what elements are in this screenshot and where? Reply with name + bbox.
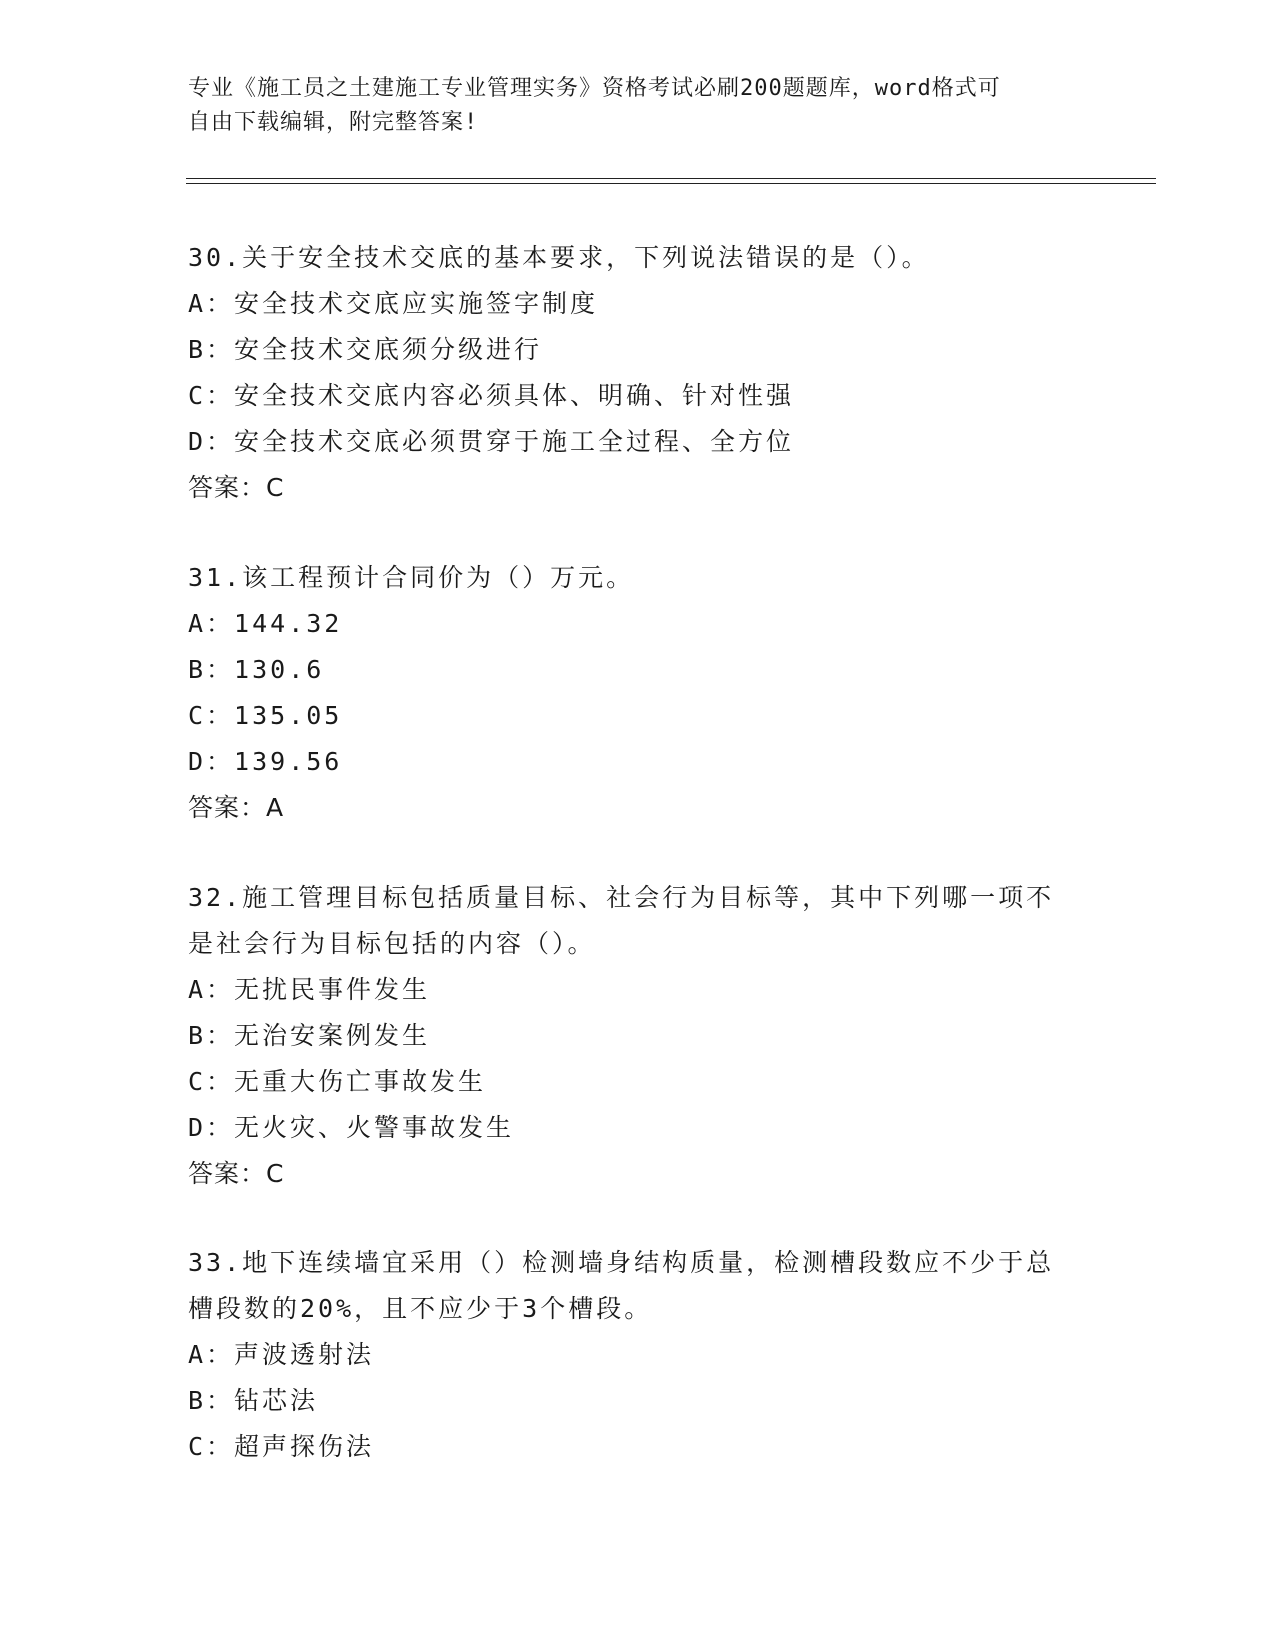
option-c: C：安全技术交底内容必须具体、明确、针对性强 [188, 381, 795, 410]
option-a: A：无扰民事件发生 [188, 975, 431, 1004]
option-c: C：无重大伤亡事故发生 [188, 1067, 487, 1096]
answer: 答案：A [188, 793, 285, 822]
question-stem: 30.关于安全技术交底的基本要求，下列说法错误的是（）。 [188, 243, 930, 272]
answer: 答案：C [188, 473, 285, 502]
option-a: A：144.32 [188, 609, 343, 638]
question-33 [188, 1240, 1088, 1470]
option-a: A：安全技术交底应实施签字制度 [188, 289, 599, 318]
question-30 [188, 235, 1088, 511]
question-stem-line-2: 是社会行为目标包括的内容（）。 [188, 929, 596, 958]
option-c: C：超声探伤法 [188, 1432, 375, 1461]
document-header [188, 72, 1088, 140]
question-stem-line-2: 槽段数的20%，且不应少于3个槽段。 [188, 1294, 653, 1323]
question-stem: 31.该工程预计合同价为（）万元。 [188, 563, 635, 592]
header-line-1: 专业《施工员之土建施工专业管理实务》资格考试必刷200题题库，word格式可 [188, 76, 1001, 101]
option-d: D：无火灾、火警事故发生 [188, 1113, 515, 1142]
header-divider-bottom [186, 183, 1156, 184]
option-d: D：安全技术交底必须贯穿于施工全过程、全方位 [188, 427, 795, 456]
question-stem-line-1: 33.地下连续墙宜采用（）检测墙身结构质量，检测槽段数应不少于总 [188, 1248, 1055, 1277]
question-32 [188, 875, 1088, 1197]
option-a: A：声波透射法 [188, 1340, 375, 1369]
option-b: B：安全技术交底须分级进行 [188, 335, 543, 364]
question-31 [188, 555, 1088, 831]
option-d: D：139.56 [188, 747, 343, 776]
question-stem-line-1: 32.施工管理目标包括质量目标、社会行为目标等，其中下列哪一项不 [188, 883, 1055, 912]
header-line-2: 自由下载编辑，附完整答案! [188, 110, 479, 135]
option-b: B：无治安案例发生 [188, 1021, 431, 1050]
option-b: B：钻芯法 [188, 1386, 319, 1415]
option-c: C：135.05 [188, 701, 343, 730]
option-b: B：130.6 [188, 655, 325, 684]
answer: 答案：C [188, 1159, 285, 1188]
header-divider-top [186, 178, 1156, 179]
